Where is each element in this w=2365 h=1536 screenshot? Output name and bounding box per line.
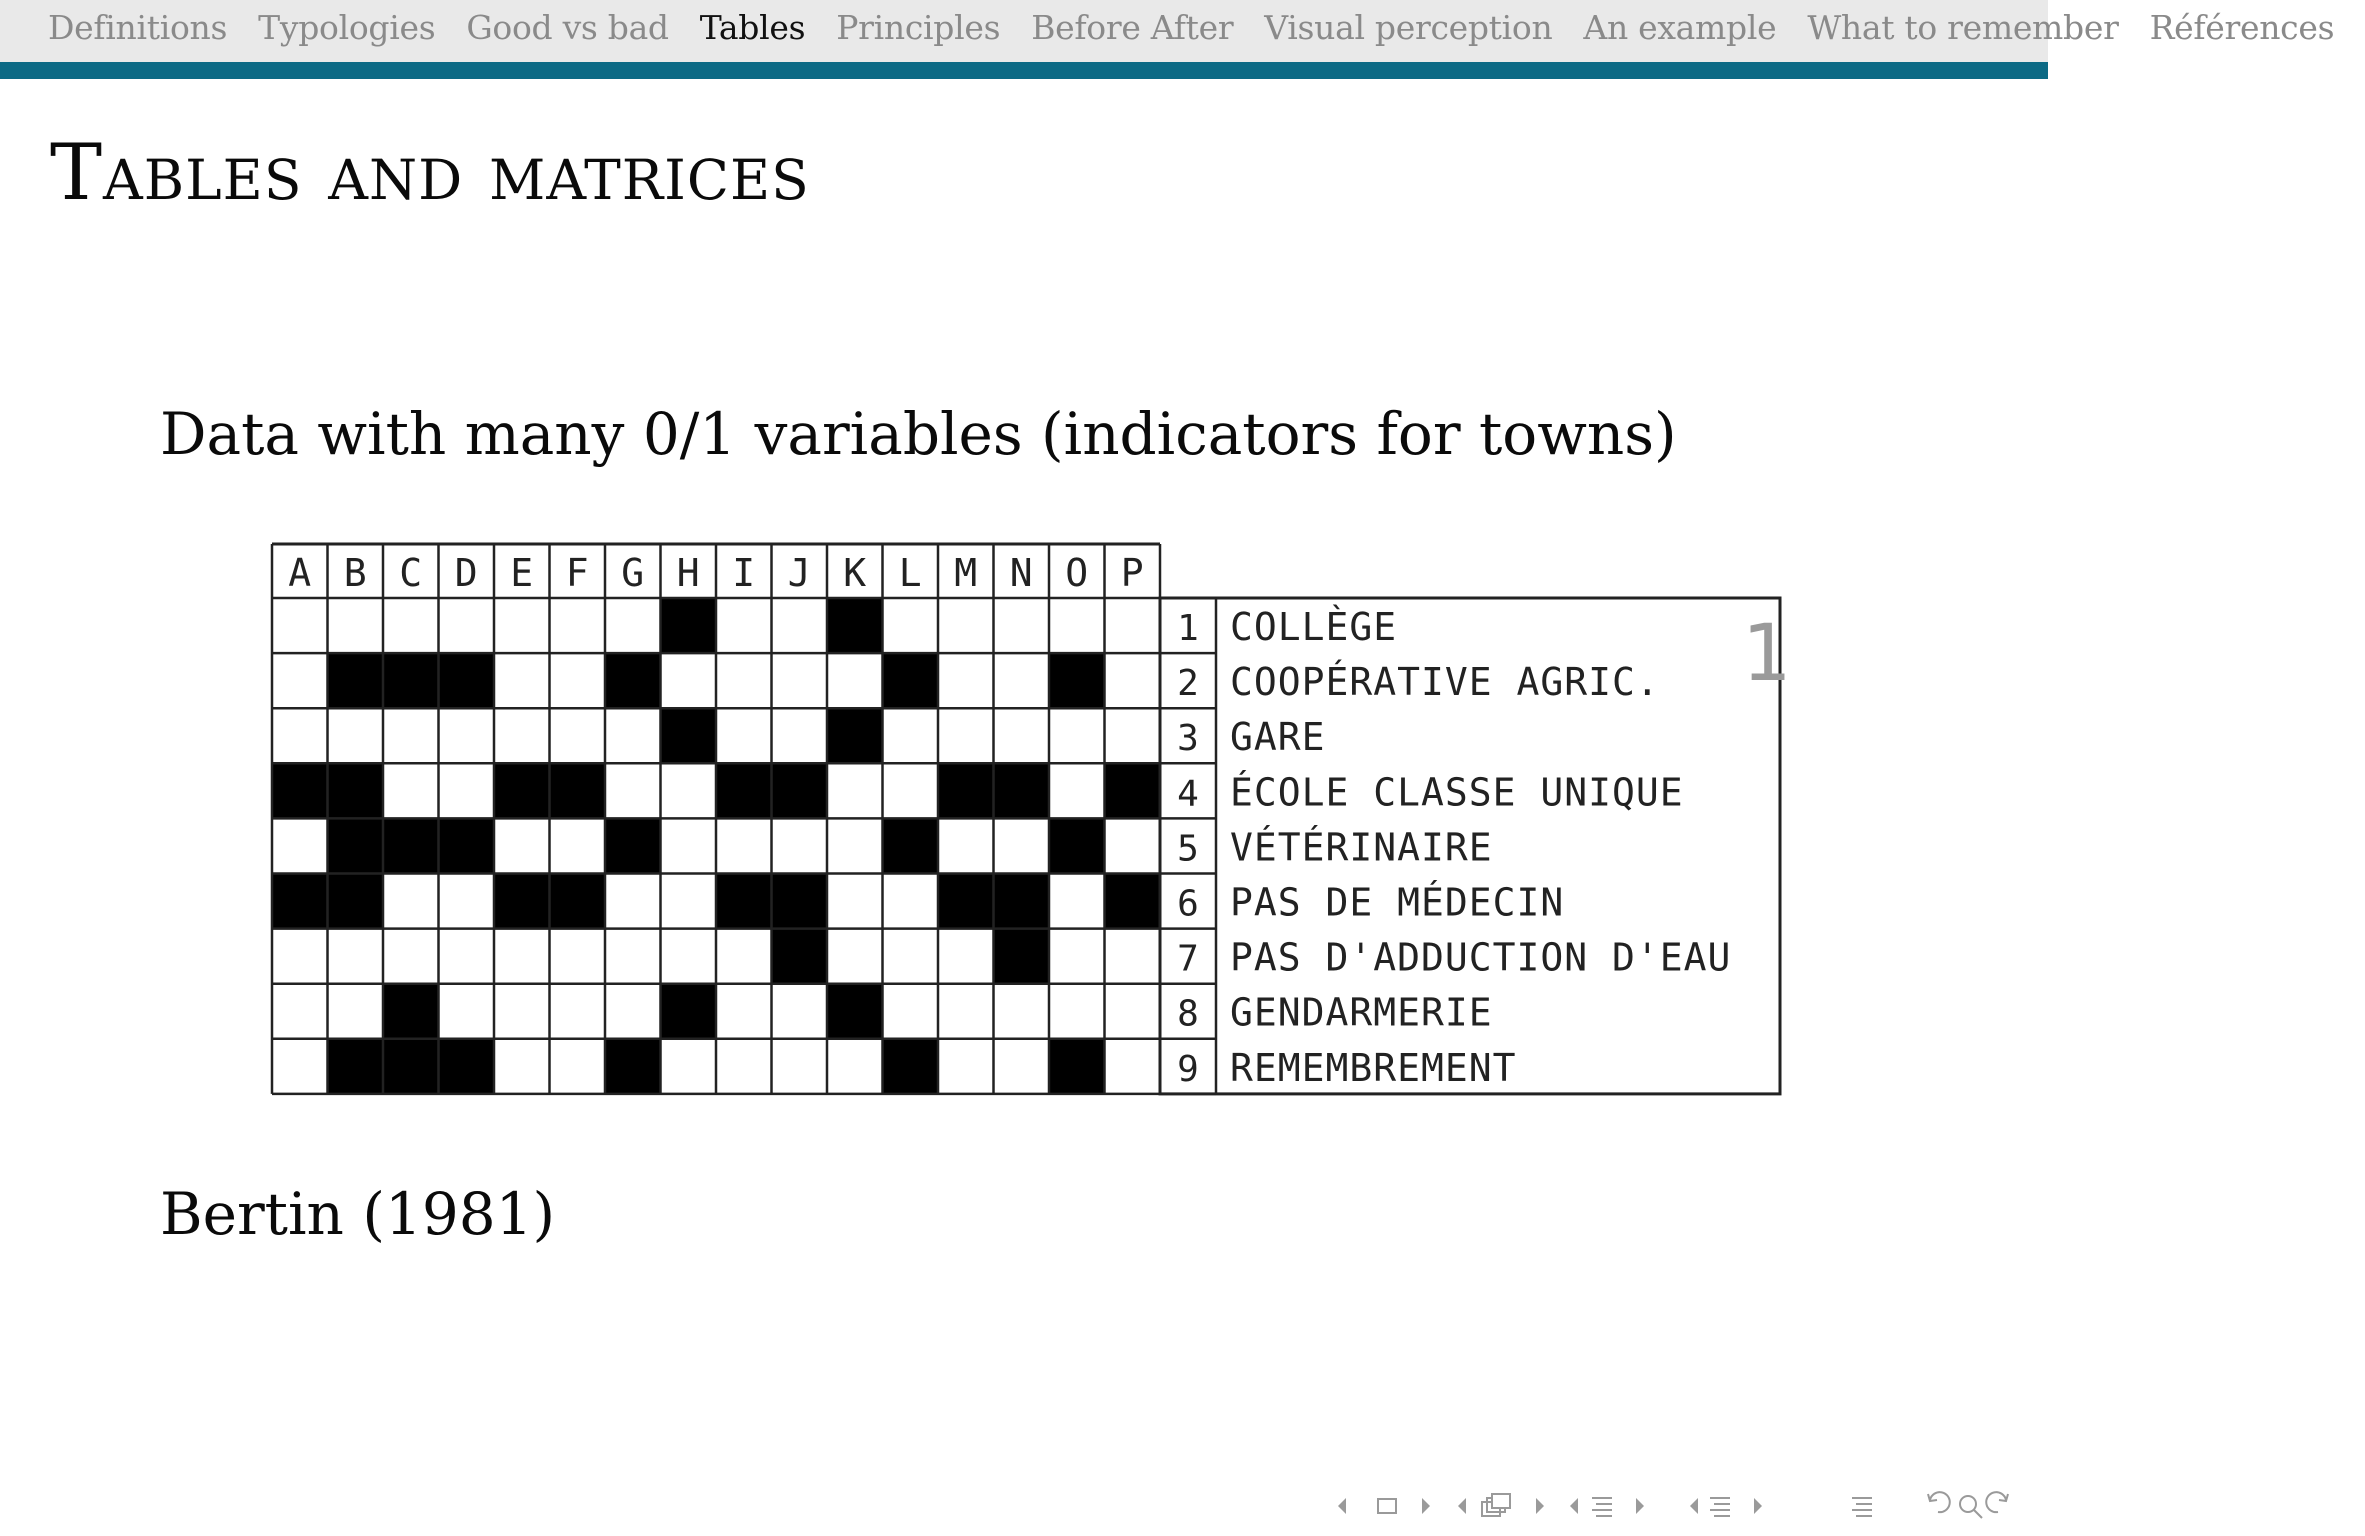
matrix-cell	[1049, 929, 1105, 984]
matrix-cell	[716, 763, 772, 818]
matrix-cell	[1049, 874, 1105, 929]
matrix-cell	[439, 929, 495, 984]
matrix-cell	[328, 874, 384, 929]
matrix-cell	[550, 1039, 606, 1094]
matrix-cell	[1049, 984, 1105, 1039]
matrix-cell	[1105, 598, 1161, 653]
row-label: COOPÉRATIVE AGRIC.	[1230, 660, 1660, 705]
column-header: D	[454, 551, 478, 595]
doc-next-icon[interactable]	[1754, 1498, 1762, 1514]
section-prev-icon[interactable]	[1570, 1498, 1578, 1514]
matrix-cell	[883, 984, 939, 1039]
matrix-cell	[328, 929, 384, 984]
matrix-cell	[383, 929, 439, 984]
column-header: M	[954, 551, 978, 595]
matrix-cell	[1105, 708, 1161, 763]
matrix-cell	[938, 984, 994, 1039]
matrix-cell	[938, 929, 994, 984]
matrix-cell	[994, 874, 1050, 929]
column-header: F	[565, 551, 589, 595]
matrix-cell	[272, 818, 328, 873]
matrix-cell	[938, 818, 994, 873]
nav-item-r-f-rences[interactable]: Références	[2149, 8, 2335, 47]
matrix-cell	[272, 653, 328, 708]
matrix-cell	[605, 653, 661, 708]
matrix-cell	[661, 984, 717, 1039]
row-number: 8	[1177, 993, 1199, 1035]
column-header: C	[399, 551, 423, 595]
matrix-cell	[938, 763, 994, 818]
column-header: J	[787, 551, 811, 595]
nav-item-before-after[interactable]: Before After	[1031, 8, 1234, 47]
matrix-cell	[494, 653, 550, 708]
matrix-cell	[1049, 818, 1105, 873]
matrix-cell	[605, 763, 661, 818]
row-number: 5	[1177, 828, 1199, 870]
column-header: O	[1065, 551, 1089, 595]
matrix-cell	[938, 653, 994, 708]
column-header: P	[1120, 551, 1144, 595]
nav-item-principles[interactable]: Principles	[836, 8, 1001, 47]
matrix-cell	[272, 984, 328, 1039]
column-header: A	[288, 551, 312, 595]
row-number: 4	[1177, 773, 1199, 815]
row-label: COLLÈGE	[1230, 605, 1398, 649]
column-header: L	[898, 551, 922, 595]
matrix-cell	[439, 984, 495, 1039]
matrix-cell	[661, 598, 717, 653]
matrix-cell	[1105, 818, 1161, 873]
matrix-cell	[605, 1039, 661, 1094]
matrix-cell	[439, 763, 495, 818]
row-label: GARE	[1230, 715, 1326, 760]
matrix-cell	[1049, 598, 1105, 653]
matrix-cell	[494, 818, 550, 873]
matrix-cell	[883, 929, 939, 984]
matrix-cell	[1105, 929, 1161, 984]
matrix-cell	[272, 929, 328, 984]
matrix-cell	[439, 874, 495, 929]
row-number: 2	[1177, 663, 1199, 705]
matrix-cell	[661, 1039, 717, 1094]
matrix-cell	[605, 818, 661, 873]
matrix-cell	[494, 598, 550, 653]
row-number: 1	[1177, 608, 1199, 649]
matrix-cell	[716, 598, 772, 653]
matrix-cell	[439, 1039, 495, 1094]
matrix-cell	[716, 1039, 772, 1094]
row-label: REMEMBREMENT	[1230, 1045, 1517, 1090]
matrix-cell	[1049, 763, 1105, 818]
matrix-cell	[994, 1039, 1050, 1094]
matrix-cell	[550, 708, 606, 763]
matrix-cell	[827, 598, 883, 653]
search-icon[interactable]	[1960, 1496, 1982, 1518]
matrix-cell	[383, 763, 439, 818]
matrix-cell	[605, 874, 661, 929]
matrix-cell	[716, 653, 772, 708]
matrix-cell	[716, 929, 772, 984]
subsection-next-icon[interactable]	[1536, 1498, 1544, 1514]
matrix-cell	[383, 708, 439, 763]
matrix-cell	[661, 653, 717, 708]
matrix-cell	[994, 929, 1050, 984]
doc-prev-icon[interactable]	[1690, 1498, 1698, 1514]
matrix-cell	[883, 708, 939, 763]
row-label: PAS D'ADDUCTION D'EAU	[1230, 935, 1732, 980]
footer-navigation	[1330, 1486, 2030, 1526]
nav-item-typologies[interactable]: Typologies	[258, 8, 436, 47]
subsection-prev-icon[interactable]	[1458, 1498, 1466, 1514]
matrix-cell	[605, 708, 661, 763]
matrix-cell	[994, 598, 1050, 653]
matrix-cell	[883, 763, 939, 818]
matrix-cell	[439, 708, 495, 763]
column-header: H	[676, 551, 700, 595]
matrix-cell	[383, 653, 439, 708]
matrix-cell	[439, 818, 495, 873]
matrix-cell	[661, 818, 717, 873]
matrix-cell	[328, 763, 384, 818]
matrix-cell	[883, 598, 939, 653]
matrix-cell	[827, 653, 883, 708]
matrix-cell	[772, 874, 828, 929]
matrix-cell	[550, 984, 606, 1039]
matrix-cell	[1105, 1039, 1161, 1094]
matrix-cell	[494, 1039, 550, 1094]
column-header: K	[843, 551, 867, 595]
matrix-cell	[772, 763, 828, 818]
matrix-cell	[550, 598, 606, 653]
matrix-cell	[661, 929, 717, 984]
nav-item-visual-perception[interactable]: Visual perception	[1264, 8, 1553, 47]
row-label: GENDARMERIE	[1230, 990, 1493, 1035]
matrix-cell	[661, 763, 717, 818]
matrix-cell	[383, 1039, 439, 1094]
matrix-cell	[661, 874, 717, 929]
matrix-cell	[883, 874, 939, 929]
matrix-cell	[772, 984, 828, 1039]
matrix-cell	[994, 818, 1050, 873]
matrix-cell	[772, 653, 828, 708]
slide-credit: Bertin (1981)	[160, 1180, 556, 1248]
frame-next-icon[interactable]	[1422, 1498, 1430, 1514]
matrix-cell	[827, 1039, 883, 1094]
matrix-cell	[827, 929, 883, 984]
matrix-cell	[883, 1039, 939, 1094]
matrix-cell	[272, 763, 328, 818]
matrix-cell	[272, 598, 328, 653]
panel-number: 1	[1742, 609, 1792, 699]
matrix-cell	[605, 598, 661, 653]
row-number: 6	[1177, 883, 1199, 925]
column-header: G	[621, 551, 645, 595]
matrix-cell	[272, 708, 328, 763]
nav-item-an-example[interactable]: An example	[1583, 8, 1777, 47]
matrix-cell	[328, 598, 384, 653]
matrix-cell	[328, 1039, 384, 1094]
matrix-cell	[1049, 653, 1105, 708]
matrix-cell	[494, 984, 550, 1039]
matrix-cell	[661, 708, 717, 763]
matrix-cell	[938, 1039, 994, 1094]
nav-item-definitions[interactable]: Definitions	[48, 8, 228, 47]
matrix-cell	[716, 708, 772, 763]
matrix-cell	[994, 984, 1050, 1039]
matrix-cell	[827, 708, 883, 763]
matrix-cell	[716, 818, 772, 873]
matrix-cell	[772, 708, 828, 763]
matrix-cell	[827, 818, 883, 873]
matrix-cell	[883, 818, 939, 873]
nav-item-good-vs-bad[interactable]: Good vs bad	[466, 8, 669, 47]
column-header: E	[510, 551, 534, 595]
matrix-cell	[1049, 708, 1105, 763]
matrix-cell	[605, 984, 661, 1039]
document-icon[interactable]	[1710, 1498, 1730, 1516]
matrix-cell	[272, 1039, 328, 1094]
matrix-cell	[938, 708, 994, 763]
matrix-cell	[550, 929, 606, 984]
column-header: I	[732, 551, 756, 595]
matrix-cell	[1105, 984, 1161, 1039]
nav-item-tables[interactable]: Tables	[699, 8, 806, 47]
outline-icon[interactable]	[1852, 1498, 1872, 1516]
row-number: 9	[1177, 1048, 1199, 1090]
matrix-cell	[494, 708, 550, 763]
matrix-cell	[827, 763, 883, 818]
matrix-cell	[439, 653, 495, 708]
row-label: VÉTÉRINAIRE	[1230, 825, 1493, 870]
matrix-cell	[272, 874, 328, 929]
matrix-cell	[772, 598, 828, 653]
matrix-cell	[938, 598, 994, 653]
matrix-cell	[328, 984, 384, 1039]
matrix-cell	[494, 763, 550, 818]
row-label: ÉCOLE CLASSE UNIQUE	[1230, 770, 1684, 815]
forward-icon[interactable]	[1986, 1492, 2008, 1512]
matrix-cell	[605, 929, 661, 984]
matrix-cell	[383, 818, 439, 873]
matrix-cell	[328, 653, 384, 708]
matrix-cell	[994, 763, 1050, 818]
matrix-cell	[994, 653, 1050, 708]
row-number: 7	[1177, 938, 1199, 980]
matrix-cell	[827, 874, 883, 929]
nav-item-what-to-remember[interactable]: What to remember	[1807, 8, 2119, 47]
matrix-cell	[550, 818, 606, 873]
row-label: PAS DE MÉDECIN	[1230, 880, 1565, 925]
matrix-cell	[383, 598, 439, 653]
matrix-cell	[772, 929, 828, 984]
matrix-cell	[772, 1039, 828, 1094]
matrix-cell	[494, 874, 550, 929]
section-next-icon[interactable]	[1636, 1498, 1644, 1514]
back-icon[interactable]	[1928, 1492, 1950, 1512]
slide-caption: Data with many 0/1 variables (indicators for towns)	[160, 400, 1677, 468]
column-header: N	[1009, 551, 1033, 595]
matrix-cell	[439, 598, 495, 653]
matrix-cell	[716, 874, 772, 929]
matrix-cell	[328, 818, 384, 873]
subsection-icon[interactable]	[1482, 1494, 1510, 1516]
matrix-cell	[938, 874, 994, 929]
matrix-cell	[772, 818, 828, 873]
matrix-cell	[550, 763, 606, 818]
matrix-cell	[1105, 763, 1161, 818]
matrix-cell	[883, 653, 939, 708]
matrix-cell	[550, 874, 606, 929]
matrix-cell	[328, 708, 384, 763]
matrix-cell	[1049, 1039, 1105, 1094]
section-icon[interactable]	[1592, 1498, 1612, 1516]
matrix-cell	[494, 929, 550, 984]
row-number: 3	[1177, 718, 1199, 760]
slide-title: Tables and matrices	[50, 128, 810, 218]
matrix-cell	[383, 984, 439, 1039]
matrix-cell	[716, 984, 772, 1039]
matrix-cell	[550, 653, 606, 708]
matrix-cell	[383, 874, 439, 929]
frame-prev-icon[interactable]	[1338, 1498, 1346, 1514]
column-header: B	[343, 551, 367, 595]
matrix-cell	[827, 984, 883, 1039]
matrix-cell	[1105, 874, 1161, 929]
matrix-cell	[1105, 653, 1161, 708]
frame-icon[interactable]	[1378, 1499, 1396, 1513]
matrix-cell	[994, 708, 1050, 763]
